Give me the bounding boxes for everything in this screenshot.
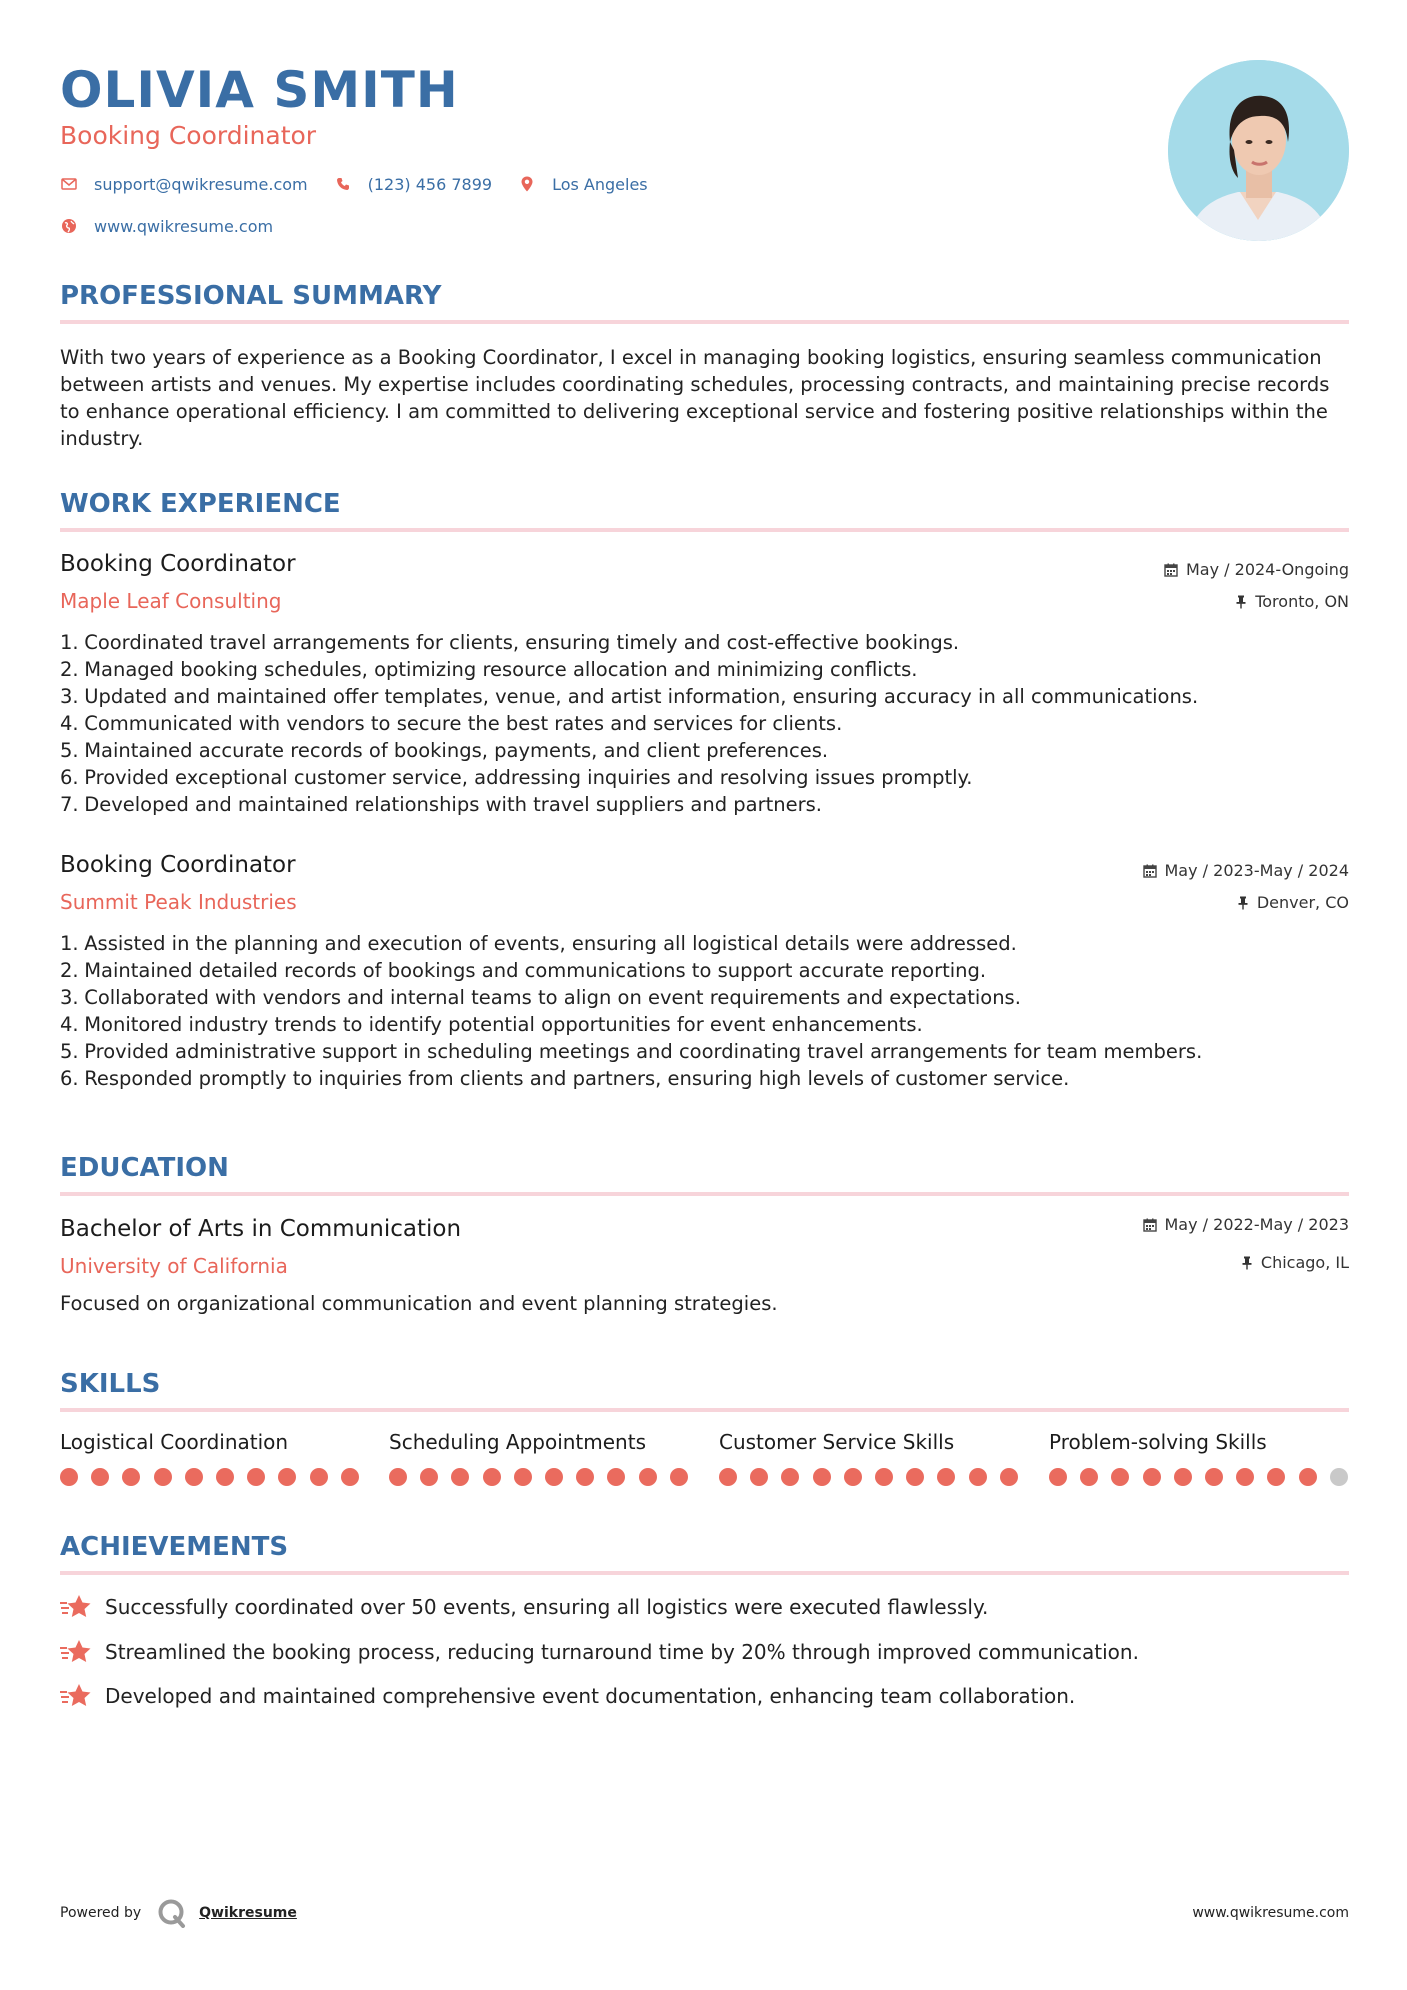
list-item: 3. Updated and maintained offer templates, venue, and artist information, ensuring accuracy in all communications. — [60, 685, 1199, 708]
rating-dot-filled — [341, 1468, 359, 1486]
company-name: Maple Leaf Consulting — [60, 589, 282, 613]
contact-row — [60, 172, 674, 196]
section-divider — [60, 1192, 1349, 1196]
job-date-text: May / 2023-May / 2024 — [1164, 861, 1349, 880]
rating-dot-filled — [1080, 1468, 1098, 1486]
globe-icon — [60, 217, 78, 235]
skill-item — [1049, 1428, 1351, 1456]
skill-rating — [389, 1468, 688, 1486]
job-date — [1164, 559, 1349, 581]
achievement-item — [60, 1638, 1139, 1666]
school-name: University of California — [60, 1254, 288, 1278]
summary-heading: PROFESSIONAL SUMMARY — [60, 281, 442, 311]
job-location — [1235, 591, 1349, 613]
rating-dot-filled — [420, 1468, 438, 1486]
phone-text: (123) 456 7899 — [367, 174, 493, 194]
rating-dot-filled — [154, 1468, 172, 1486]
skill-item — [60, 1428, 362, 1456]
rating-dot-filled — [1000, 1468, 1018, 1486]
education-location-text: Chicago, IL — [1260, 1253, 1349, 1272]
list-item: 6. Provided exceptional customer service, addressing inquiries and resolving issues promptly. — [60, 766, 973, 789]
skill-item — [719, 1428, 1021, 1456]
profile-photo — [1168, 60, 1349, 241]
list-item: 2. Maintained detailed records of bookings and communications to support accurate reporting. — [60, 959, 987, 982]
skill-name: Scheduling Appointments — [389, 1430, 646, 1454]
job-location-text: Toronto, ON — [1255, 592, 1349, 611]
rating-dot-filled — [122, 1468, 140, 1486]
email-text: support@qwikresume.com — [94, 174, 308, 194]
company-name: Summit Peak Industries — [60, 890, 297, 914]
achievement-text: Successfully coordinated over 50 events, ensuring all logistics were executed flawlessly. — [105, 1595, 989, 1619]
rating-dot-filled — [1267, 1468, 1285, 1486]
rating-dot-filled — [389, 1468, 407, 1486]
rating-dot-filled — [216, 1468, 234, 1486]
phone-icon — [334, 175, 352, 193]
list-item: 5. Provided administrative support in scheduling meetings and coordinating travel arrangements for team members. — [60, 1040, 1203, 1063]
rating-dot-filled — [844, 1468, 862, 1486]
job-location — [1237, 892, 1349, 914]
achievement-text: Streamlined the booking process, reducing turnaround time by 20% through improved communication. — [105, 1640, 1139, 1664]
rating-dot-filled — [906, 1468, 924, 1486]
summary-text: With two years of experience as a Booking Coordinator, I excel in managing booking logistics, ensuring seamless communication between artists and venues. My expertise includes coordinating schedules, processing contracts, and maintaining precise records to enhance operational efficiency. I am committed to delivering exceptional service and fostering positive relationships within the industry. — [60, 346, 1330, 450]
rating-dot-filled — [1111, 1468, 1129, 1486]
contact-website[interactable] — [60, 217, 273, 236]
skill-name: Logistical Coordination — [60, 1430, 289, 1454]
map-pin-icon — [518, 175, 536, 193]
list-item: 2. Managed booking schedules, optimizing resource allocation and minimizing conflicts. — [60, 658, 918, 681]
achievement-item — [60, 1593, 988, 1621]
rating-dot-filled — [1174, 1468, 1192, 1486]
calendar-icon — [1143, 864, 1157, 878]
list-item: 4. Communicated with vendors to secure the best rates and services for clients. — [60, 712, 843, 735]
star-icon — [60, 1638, 92, 1666]
job-location-text: Denver, CO — [1256, 893, 1349, 912]
rating-dot-filled — [750, 1468, 768, 1486]
section-divider — [60, 320, 1349, 324]
pushpin-icon — [1241, 1256, 1253, 1270]
job-responsibilities — [60, 629, 1349, 818]
brand-link[interactable]: Qwikresume — [199, 1905, 297, 1921]
section-divider — [60, 528, 1349, 532]
job-date — [1143, 860, 1350, 882]
rating-dot-filled — [483, 1468, 501, 1486]
list-item: 1. Coordinated travel arrangements for clients, ensuring timely and cost-effective bookings. — [60, 631, 960, 654]
job-title: Booking Coordinator — [60, 551, 296, 577]
rating-dot-filled — [1236, 1468, 1254, 1486]
skill-rating — [719, 1468, 1018, 1486]
rating-dot-filled — [545, 1468, 563, 1486]
rating-dot-filled — [310, 1468, 328, 1486]
pushpin-icon — [1235, 595, 1247, 609]
rating-dot-filled — [1205, 1468, 1223, 1486]
contact-row-web — [60, 214, 299, 238]
rating-dot-filled — [969, 1468, 987, 1486]
degree-title: Bachelor of Arts in Communication — [60, 1216, 462, 1242]
education-location — [1241, 1252, 1349, 1274]
rating-dot-filled — [875, 1468, 893, 1486]
rating-dot-filled — [514, 1468, 532, 1486]
rating-dot-filled — [185, 1468, 203, 1486]
skills-list — [60, 1428, 1349, 1488]
website-text: www.qwikresume.com — [94, 216, 274, 236]
skill-name: Problem-solving Skills — [1049, 1430, 1267, 1454]
list-item: 6. Responded promptly to inquiries from clients and partners, ensuring high levels of customer service. — [60, 1067, 1070, 1090]
list-item: 1. Assisted in the planning and execution of events, ensuring all logistical details were addressed. — [60, 932, 1017, 955]
rating-dot-filled — [1049, 1468, 1067, 1486]
rating-dot-filled — [1143, 1468, 1161, 1486]
achievements-heading: ACHIEVEMENTS — [60, 1532, 289, 1562]
list-item: 5. Maintained accurate records of bookings, payments, and client preferences. — [60, 739, 829, 762]
achievement-text: Developed and maintained comprehensive event documentation, enhancing team collaboration. — [105, 1684, 1076, 1708]
job-date-text: May / 2024-Ongoing — [1186, 560, 1349, 579]
rating-dot-filled — [91, 1468, 109, 1486]
rating-dot-filled — [1299, 1468, 1317, 1486]
education-date-text: May / 2022-May / 2023 — [1164, 1215, 1349, 1234]
rating-dot-filled — [278, 1468, 296, 1486]
rating-dot-filled — [451, 1468, 469, 1486]
rating-dot-empty — [1330, 1468, 1348, 1486]
rating-dot-filled — [813, 1468, 831, 1486]
skill-item — [389, 1428, 691, 1456]
education-heading: EDUCATION — [60, 1153, 229, 1183]
qwikresume-logo-icon — [157, 1898, 187, 1928]
rating-dot-filled — [639, 1468, 657, 1486]
contact-phone[interactable] — [334, 175, 492, 194]
section-divider — [60, 1571, 1349, 1575]
experience-heading: WORK EXPERIENCE — [60, 489, 341, 519]
contact-email[interactable] — [60, 175, 308, 194]
rating-dot-filled — [576, 1468, 594, 1486]
rating-dot-filled — [670, 1468, 688, 1486]
rating-dot-filled — [719, 1468, 737, 1486]
job-responsibilities — [60, 930, 1349, 1092]
candidate-title: Booking Coordinator — [60, 121, 317, 150]
section-divider — [60, 1408, 1349, 1412]
skill-rating — [1049, 1468, 1348, 1486]
list-item: 7. Developed and maintained relationships with travel suppliers and partners. — [60, 793, 823, 816]
education-date — [1143, 1214, 1350, 1236]
rating-dot-filled — [607, 1468, 625, 1486]
skill-name: Customer Service Skills — [719, 1430, 955, 1454]
footer-powered-by — [60, 1898, 297, 1928]
skill-rating — [60, 1468, 359, 1486]
rating-dot-filled — [60, 1468, 78, 1486]
star-icon — [60, 1682, 92, 1710]
rating-dot-filled — [781, 1468, 799, 1486]
powered-by-label: Powered by — [60, 1905, 142, 1921]
candidate-name: OLIVIA SMITH — [60, 61, 459, 119]
calendar-icon — [1143, 1218, 1157, 1232]
job-title: Booking Coordinator — [60, 852, 296, 878]
rating-dot-filled — [247, 1468, 265, 1486]
achievement-item — [60, 1682, 1075, 1710]
skills-heading: SKILLS — [60, 1369, 161, 1399]
list-item: 4. Monitored industry trends to identify potential opportunities for event enhancements. — [60, 1013, 923, 1036]
star-icon — [60, 1593, 92, 1621]
pushpin-icon — [1237, 896, 1249, 910]
rating-dot-filled — [937, 1468, 955, 1486]
calendar-icon — [1164, 563, 1178, 577]
contact-location — [518, 175, 648, 194]
footer-website[interactable]: www.qwikresume.com — [1192, 1905, 1349, 1921]
education-description: Focused on organizational communication and event planning strategies. — [60, 1292, 778, 1315]
list-item: 3. Collaborated with vendors and internal teams to align on event requirements and expectations. — [60, 986, 1021, 1009]
envelope-icon — [60, 175, 78, 193]
location-text: Los Angeles — [552, 174, 648, 194]
